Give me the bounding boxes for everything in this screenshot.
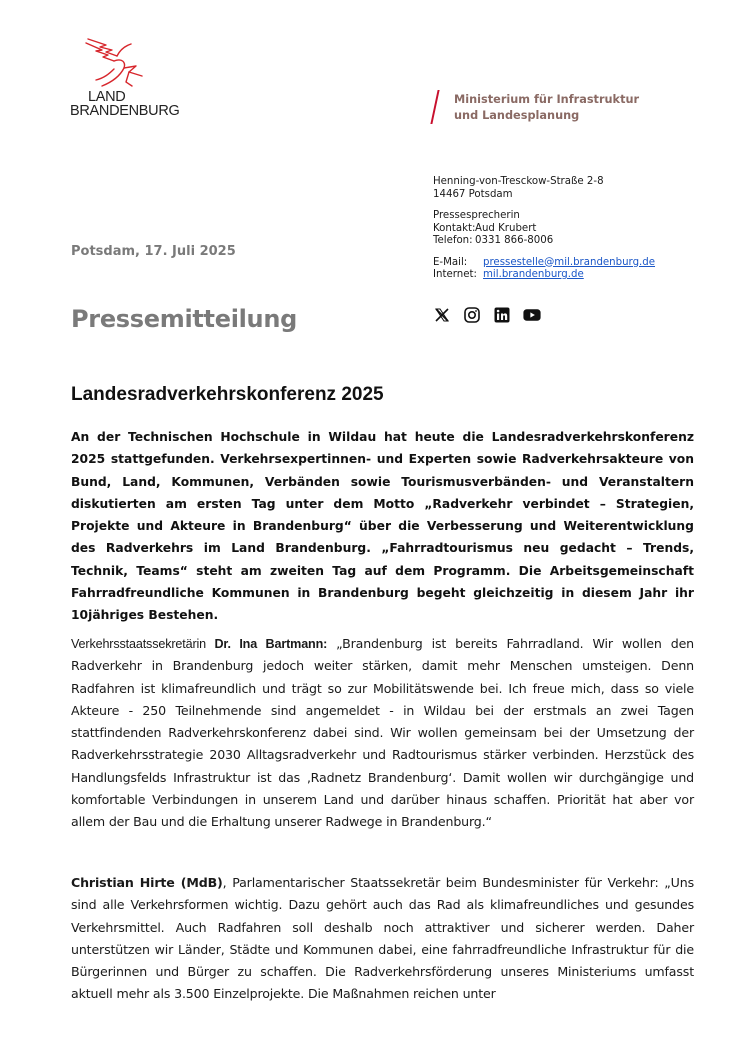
- eagle-icon: [84, 36, 146, 90]
- lead-paragraph: An der Technischen Hochschule in Wildau hat heute die Landesradverkehrskonferenz 2025 stattgefunden. Verkehrsexpertinnen- und Experten sowie Radverkehrsakteure von Bund, Land, Kommunen, Verbänden sowie Tourismusverbänden- und Veranstaltern diskutierten am ersten Tag unter dem Motto „Radverkehr verbindet – Strategien, Projekte und Akteure in Brandenburg“ über die Verbesserung und Weiterentwicklung des Radverkehrs im Land Brandenburg. „Fahrradtourismus neu gedacht – Trends, Technik, Teams“ steht am zweiten Tag auf dem Programm. Die Arbeitsgemeinschaft Fahrradfreundliche Kommunen in Brandenburg begeht gleichzeitig in diesem Jahr ihr 10jähriges Bestehen.: [71, 430, 694, 623]
- quote-paragraph-hirte: [71, 872, 694, 1006]
- article-title: Landesradverkehrskonferenz 2025: [71, 384, 384, 405]
- press-role: Pressesprecherin: [433, 210, 520, 221]
- website-link[interactable]: mil.brandenburg.de: [483, 269, 584, 280]
- page-heading: Pressemitteilung: [71, 305, 298, 333]
- social-icons: [433, 306, 541, 324]
- youtube-icon[interactable]: [523, 306, 541, 324]
- quote-text: „Brandenburg ist bereits Fahrradland. Wir wollen den Radverkehr in Brandenburg jedoch weiter stärken, damit mehr Menschen umsteigen. Denn Radfahren ist klimafreundlich und trägt so zur Mobilitätswende bei. Ich freue mich, dass so viele Akteure - 250 Teilnehmende sind angemeldet - in Wildau bei der erstmals an zwei Tagen stattfindenden Radverkehrskonferenz dabei sind. Wir wollen gemeinsam bei der Umsetzung der Radverkehrsstrategie 2030 Alltagsradverkehr und Radtourismus stärker verbinden. Herzstück des Handlungsfelds Infrastruktur ist das ‚Radnetz Brandenburg‘. Damit wollen wir durchgängige und komfortable Verbindungen in unserem Land und darüber hinaus schaffen. Priorität hat aber vor allem der Bau und die Erhaltung unserer Radwege in Brandenburg.“: [71, 636, 694, 830]
- kontakt-label: Kontakt:: [433, 222, 476, 234]
- logo-text-brandenburg: BRANDENBURG: [70, 103, 180, 119]
- press-date: Potsdam, 17. Juli 2025: [71, 244, 236, 259]
- telefon-label: Telefon:: [433, 235, 473, 246]
- address-street: Henning-von-Tresckow-Straße 2-8: [433, 176, 604, 187]
- ministry-name-line2: und Landesplanung: [454, 108, 580, 122]
- quote-text: , Parlamentarischer Staatssekretär beim Bundesminister für Verkehr: „Uns sind alle Verkehrsformen wichtig. Dazu gehört auch das Rad als klimafreundliches und gesundes Verkehrsmittel. Auch Radfahren soll deshalb noch attraktiver und sicherer werden. Daher unterstützen wir Länder, Städte und Kommunen dabei, eine fahrradfreundliche Infrastruktur für die Bürgerinnen und Bürger zu schaffen. Die Radverkehrsförderung unseres Ministeriums umfasst aktuell mehr als 3.500 Einzelprojekte. Die Maßnahmen reichen unter: [71, 875, 694, 1002]
- x-icon[interactable]: [433, 306, 451, 324]
- land-brandenburg-logo: [70, 36, 190, 118]
- speaker-name: Christian Hirte (MdB): [71, 875, 223, 890]
- telefon-value: 0331 866-8006: [475, 235, 554, 246]
- quote-paragraph-bartmann: [71, 633, 694, 834]
- internet-label: Internet:: [433, 269, 477, 280]
- linkedin-icon[interactable]: [493, 306, 511, 324]
- instagram-icon[interactable]: [463, 306, 481, 324]
- email-label: E-Mail:: [433, 256, 468, 268]
- red-slash-divider: [430, 90, 439, 124]
- ministry-name-line1: Ministerium für Infrastruktur: [454, 93, 640, 106]
- kontakt-value: Aud Krubert: [475, 222, 537, 234]
- address-city: 14467 Potsdam: [433, 188, 513, 200]
- email-link[interactable]: pressestelle@mil.brandenburg.de: [483, 256, 656, 268]
- contact-block: [433, 176, 655, 282]
- speaker-name: Dr. Ina Bartmann:: [214, 637, 328, 651]
- speaker-prefix: Verkehrsstaatssekretärin: [71, 637, 215, 651]
- logo-text-land: LAND: [88, 89, 126, 105]
